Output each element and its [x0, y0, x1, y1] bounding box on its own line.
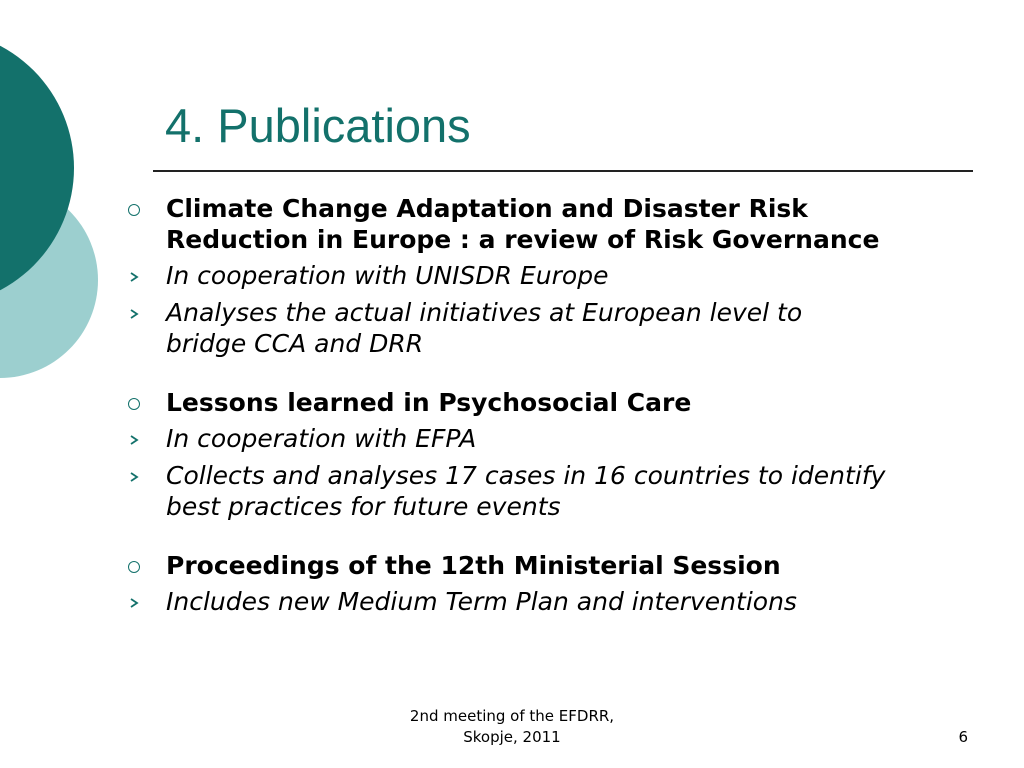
arrow-bullet-icon	[128, 271, 140, 283]
slide-content	[125, 193, 1005, 645]
publication-block	[125, 550, 1005, 617]
publication-heading	[125, 550, 1005, 581]
heading-line: Lessons learned in Psychosocial Care	[166, 388, 692, 417]
arrow-bullet-icon	[128, 471, 140, 483]
decorative-circles	[0, 0, 110, 400]
point-line: In cooperation with UNISDR Europe	[166, 261, 609, 290]
hollow-circle-bullet-icon	[128, 561, 140, 573]
publication-heading	[125, 387, 1005, 418]
point-line: bridge CCA and DRR	[166, 329, 424, 358]
arrow-bullet-icon	[128, 308, 140, 320]
publication-point	[125, 460, 1005, 522]
heading-line: Climate Change Adaptation and Disaster Risk	[166, 194, 808, 223]
heading-line: Reduction in Europe : a review of Risk Governance	[166, 225, 880, 254]
slide-title: 4. Publications	[165, 99, 471, 152]
footer-event	[362, 706, 662, 748]
publication-heading	[125, 193, 1005, 255]
point-line: best practices for future events	[166, 492, 561, 521]
publication-block	[125, 387, 1005, 522]
point-line: Includes new Medium Term Plan and interventions	[166, 587, 797, 616]
hollow-circle-bullet-icon	[128, 398, 140, 410]
heading-line: Proceedings of the 12th Ministerial Session	[166, 551, 781, 580]
point-line: Analyses the actual initiatives at European level to	[166, 298, 803, 327]
publication-point	[125, 260, 1005, 291]
title-divider	[153, 170, 973, 172]
footer-line: 2nd meeting of the EFDRR,	[409, 707, 615, 725]
point-line: Collects and analyses 17 cases in 16 countries to identify	[166, 461, 886, 490]
publication-point	[125, 586, 1005, 617]
publication-point	[125, 297, 1005, 359]
publication-block	[125, 193, 1005, 359]
arrow-bullet-icon	[128, 434, 140, 446]
point-line: In cooperation with EFPA	[166, 424, 477, 453]
publication-point	[125, 423, 1005, 454]
arrow-bullet-icon	[128, 597, 140, 609]
hollow-circle-bullet-icon	[128, 204, 140, 216]
footer-line: Skopje, 2011	[463, 728, 561, 746]
page-number: 6	[958, 728, 968, 746]
